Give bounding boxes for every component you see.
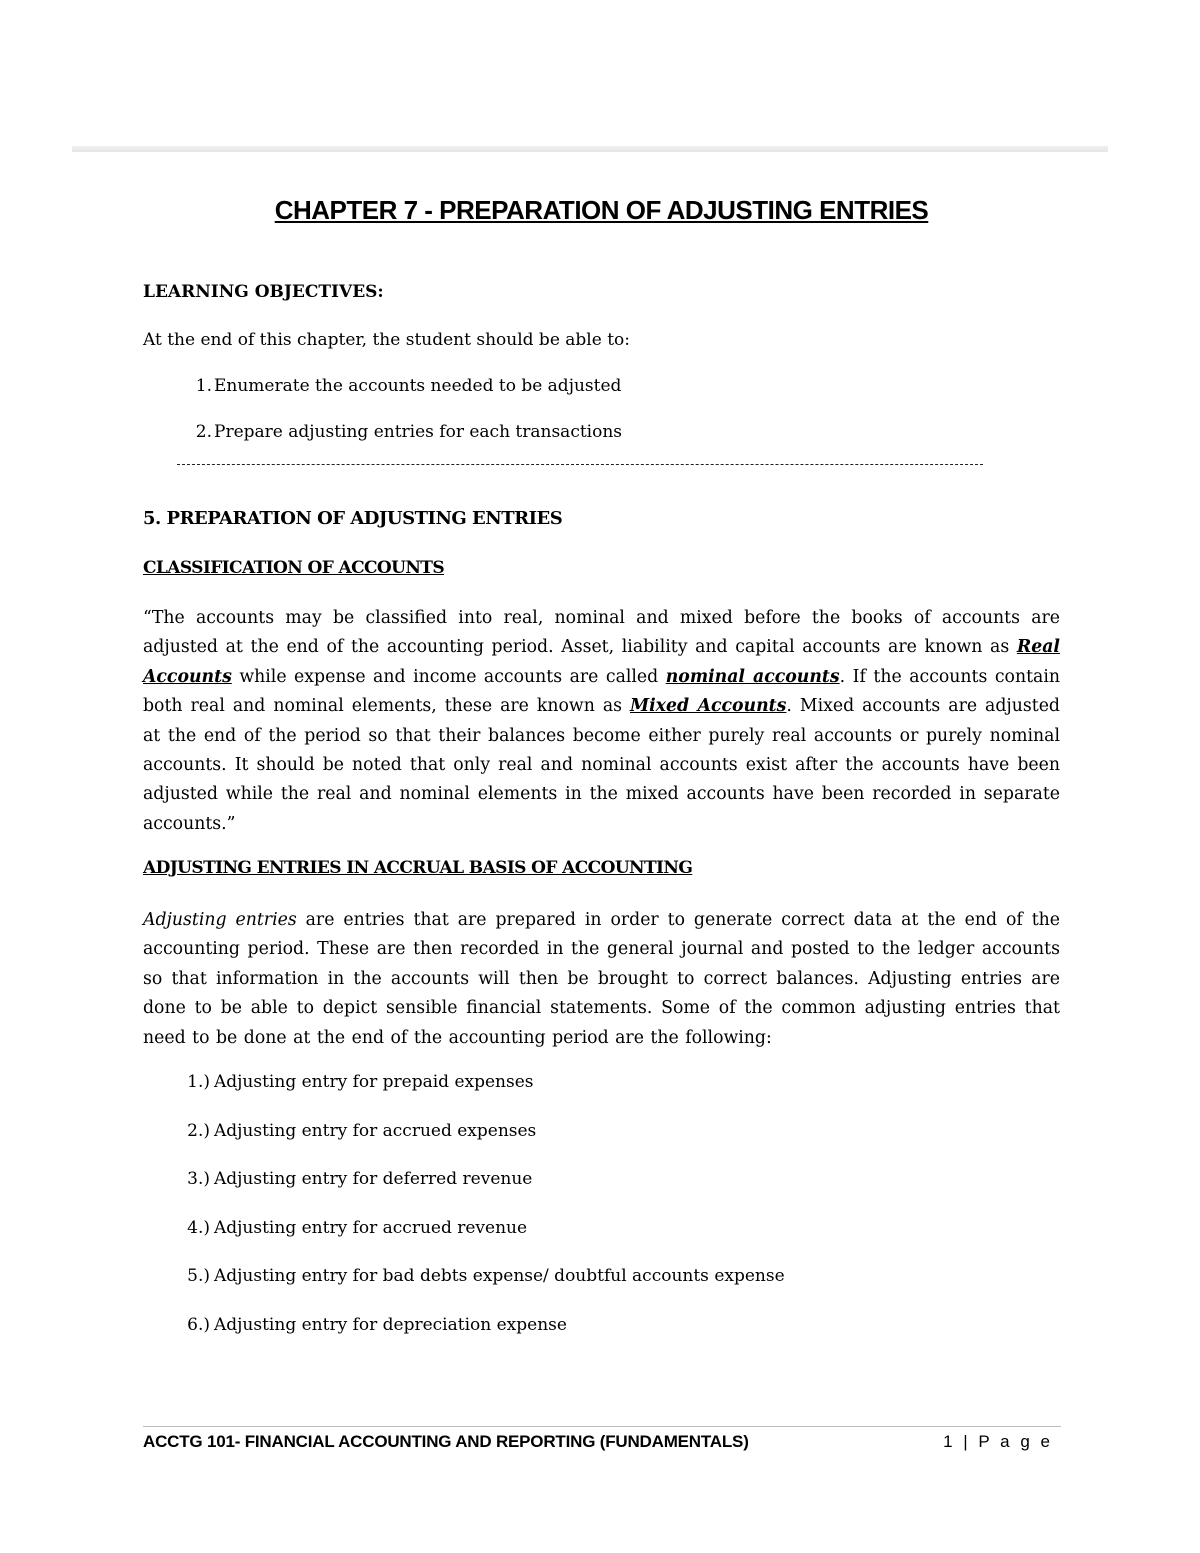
list-number: 3.)	[187, 1169, 210, 1190]
list-item	[143, 422, 622, 468]
list-item	[143, 1169, 785, 1218]
list-item	[143, 1121, 785, 1170]
list-item	[143, 1072, 785, 1121]
page-number: 1 | P a g e	[943, 1432, 1053, 1451]
document-page	[143, 190, 1060, 1335]
list-item	[143, 1218, 785, 1267]
paragraph-text: while expense and income accounts are called	[231, 666, 666, 687]
classification-paragraph	[143, 604, 1060, 839]
term-adjusting-entries: Adjusting entries	[143, 910, 297, 930]
entry-text: Adjusting entry for accrued expenses	[214, 1120, 537, 1141]
list-item	[143, 1315, 785, 1364]
accrual-heading: ADJUSTING ENTRIES IN ACCRUAL BASIS OF ACCOUNTING	[143, 858, 693, 878]
paragraph-text: . Mixed accounts are adjusted at the end of the period so that their balances become either purely real accounts or purely nominal accounts. It should be noted that only real and nominal accounts exist after the accounts have been adjusted while the real and nominal elements in the mixed accounts have been recorded in separate accounts.”	[143, 696, 1060, 834]
footer-rule	[143, 1426, 1061, 1427]
entry-text: Adjusting entry for accrued revenue	[214, 1217, 528, 1238]
objective-text: Enumerate the accounts needed to be adjusted	[214, 376, 622, 396]
entry-text: Adjusting entry for deferred revenue	[214, 1169, 533, 1190]
paragraph-text: are entries that are prepared in order to generate correct data at the end of the accounting period. These are then recorded in the general journal and posted to the ledger accounts so that information in the accounts will then be brought to correct balances. Adjusting entries are done to be able to depict sensible financial statements. Some of the common adjusting entries that need to be done at the end of the accounting period are the following:	[143, 910, 1060, 1048]
adjusting-entries-list	[143, 1072, 785, 1364]
section-heading: 5. PREPARATION OF ADJUSTING ENTRIES	[143, 508, 563, 529]
list-number: 1.)	[187, 1072, 210, 1092]
page-footer	[143, 1432, 1053, 1452]
list-number: 1.	[195, 376, 212, 396]
list-item	[143, 1266, 785, 1315]
classification-heading: CLASSIFICATION OF ACCOUNTS	[143, 558, 445, 578]
list-number: 2.)	[187, 1120, 210, 1141]
entry-text: Adjusting entry for depreciation expense	[214, 1314, 567, 1335]
accrual-paragraph	[143, 906, 1060, 1053]
learning-objectives-heading: LEARNING OBJECTIVES:	[143, 282, 384, 302]
objective-text: Prepare adjusting entries for each transactions	[214, 422, 623, 442]
entry-text: Adjusting entry for bad debts expense/ doubtful accounts expense	[214, 1266, 785, 1287]
entry-text: Adjusting entry for prepaid expenses	[214, 1072, 534, 1092]
intro-text: At the end of this chapter, the student should be able to:	[143, 330, 630, 350]
objectives-list	[143, 376, 622, 468]
chapter-title: CHAPTER 7 - PREPARATION OF ADJUSTING ENTRIES	[274, 195, 929, 225]
term-real-accounts: Real Accounts	[143, 637, 1060, 687]
paragraph-text: . If the accounts contain both real and nominal elements, these are known as	[143, 666, 1060, 717]
paragraph-text: “The accounts may be classified into real, nominal and mixed before the books of accounts are adjusted at the end of the accounting period. Asset, liability and capital accounts are known as	[143, 608, 1060, 658]
list-number: 2.	[195, 422, 212, 442]
dashed-divider	[177, 464, 983, 465]
list-item	[143, 376, 622, 422]
header-rule	[72, 146, 1108, 152]
list-number: 5.)	[187, 1266, 210, 1287]
term-mixed-accounts: Mixed Accounts	[629, 696, 787, 717]
footer-course-title: ACCTG 101- FINANCIAL ACCOUNTING AND REPORTING (FUNDAMENTALS)	[143, 1432, 749, 1451]
list-number: 6.)	[187, 1314, 210, 1335]
list-number: 4.)	[187, 1217, 210, 1238]
term-nominal-accounts: nominal accounts	[665, 666, 840, 687]
